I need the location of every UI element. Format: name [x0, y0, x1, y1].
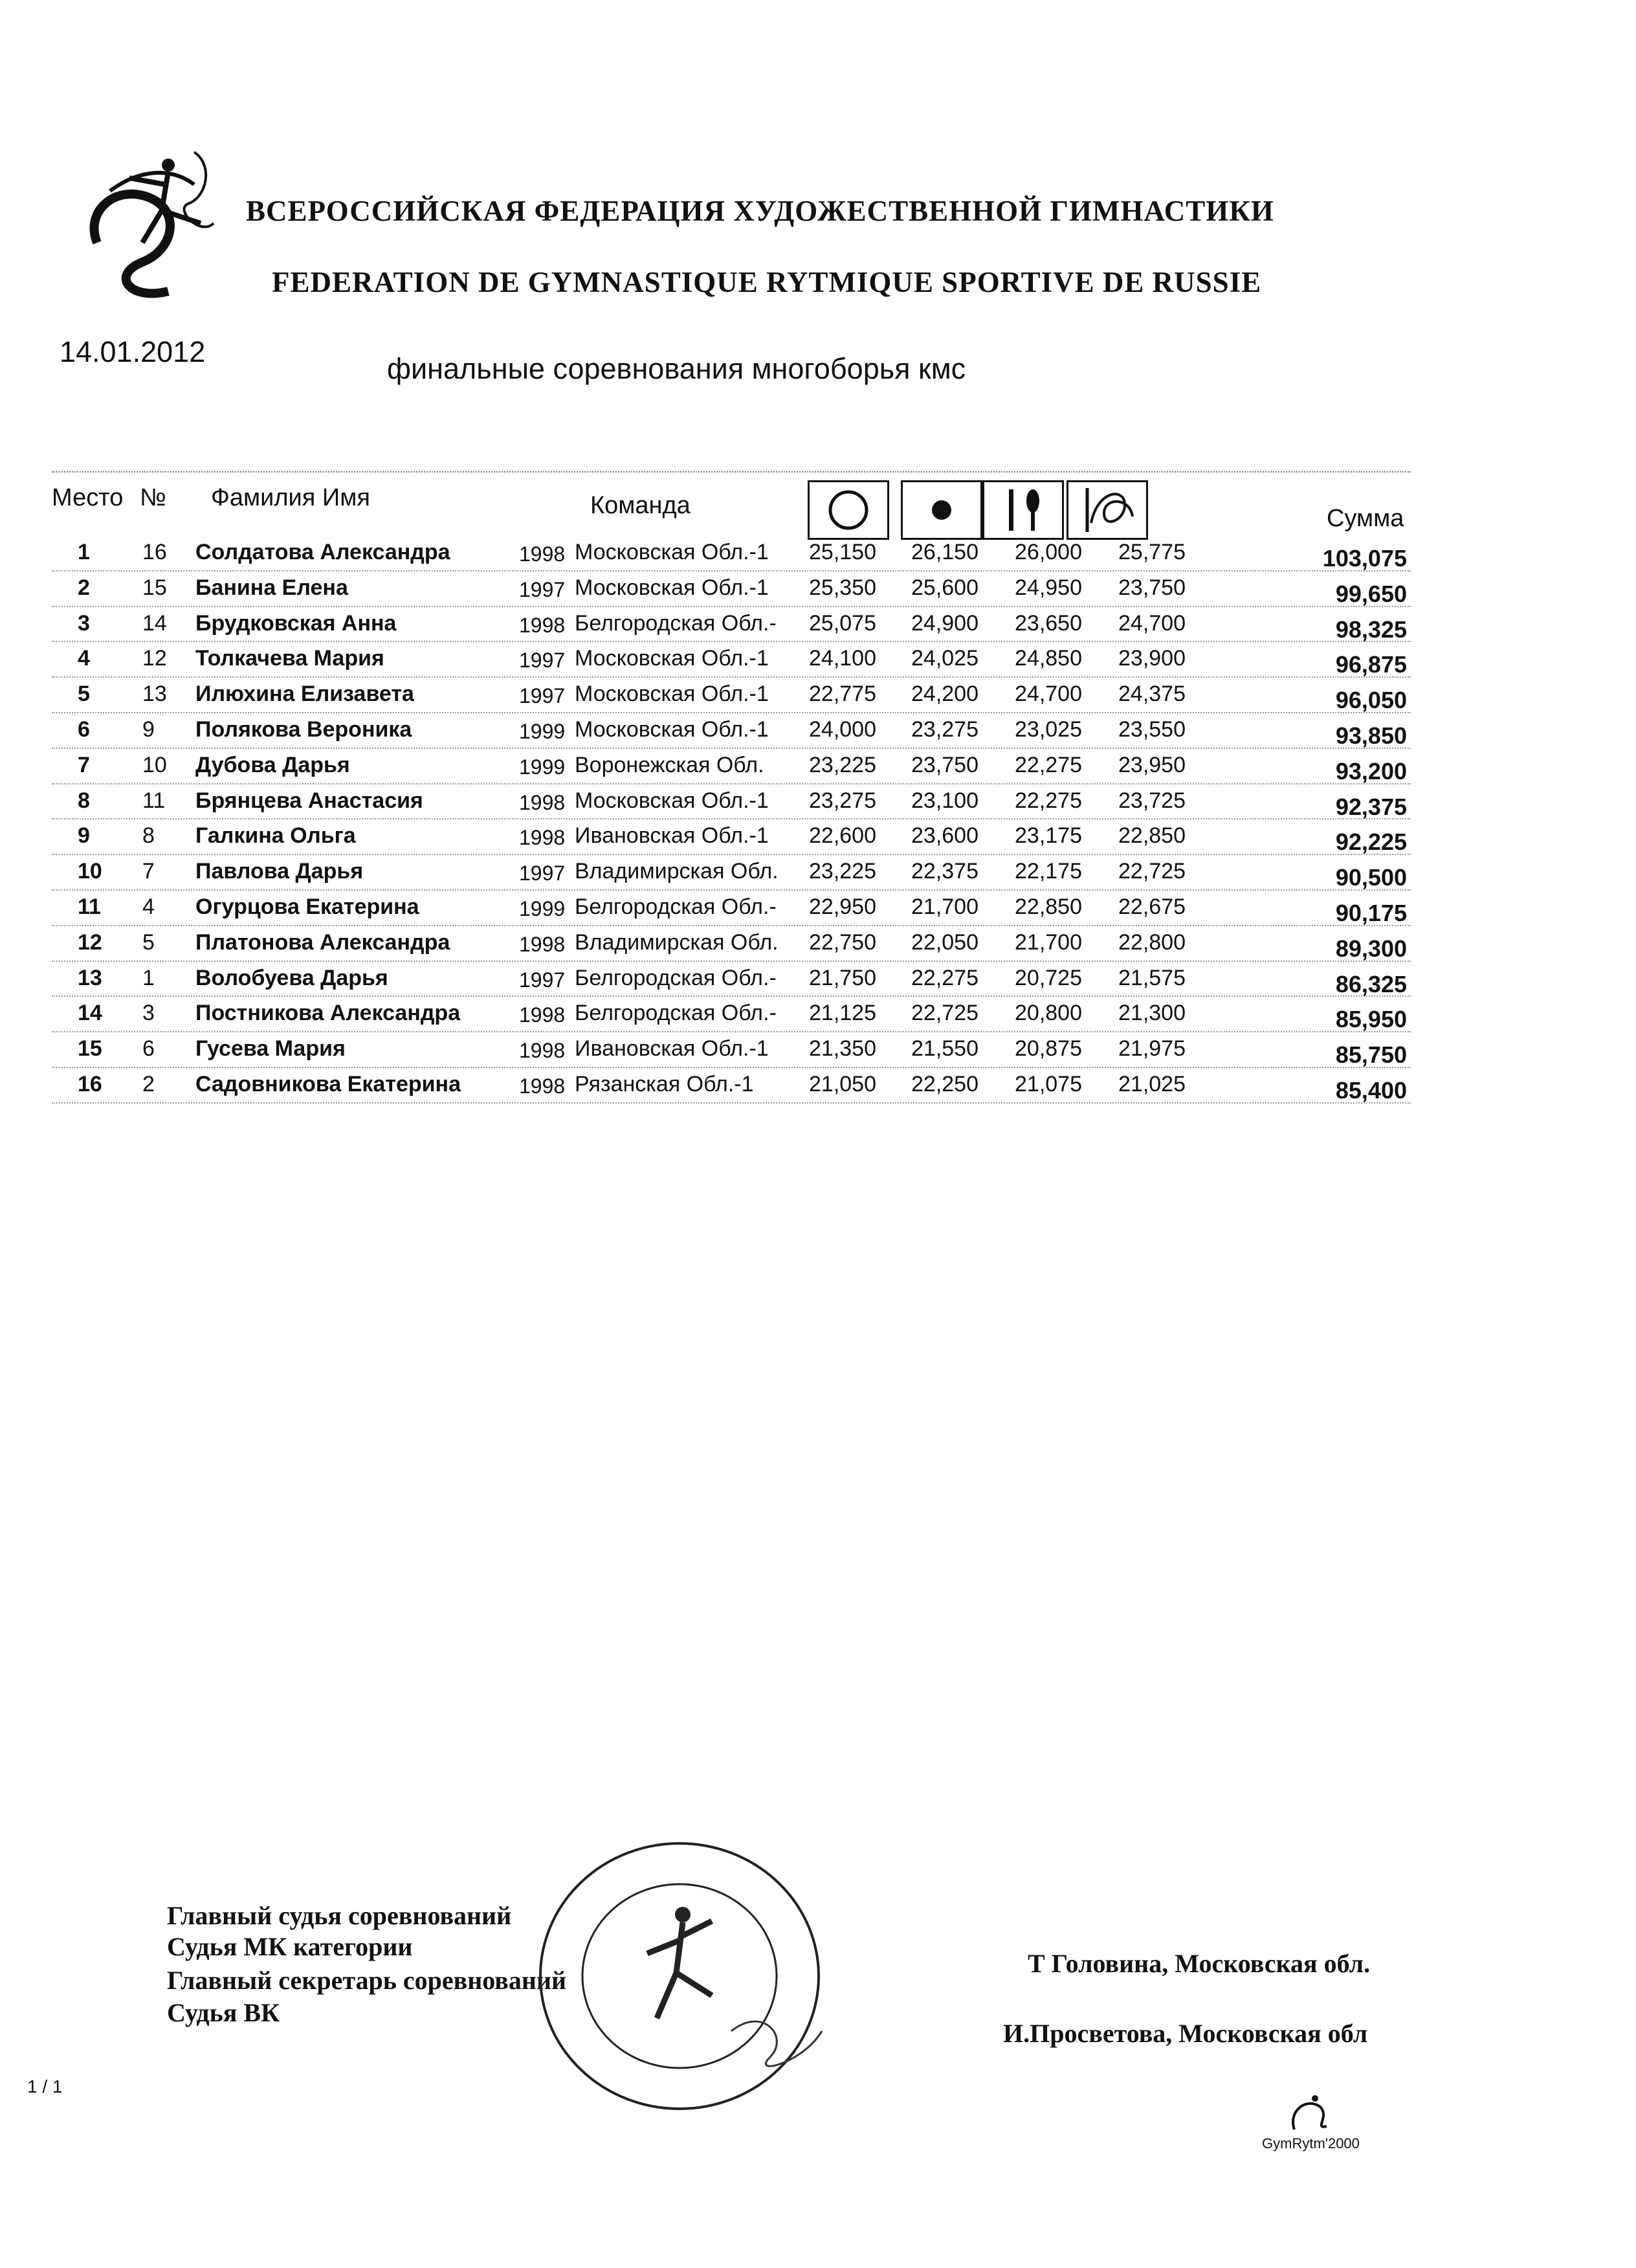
- cell-year: 1999: [519, 896, 566, 920]
- clubs-icon: [982, 480, 1064, 540]
- cell-total: 90,500: [1335, 864, 1407, 891]
- cell-hoop-score: 21,750: [809, 965, 876, 990]
- cell-ribbon-score: 21,575: [1118, 965, 1186, 990]
- cell-place: 8: [78, 788, 90, 813]
- cell-clubs-score: 23,025: [1015, 717, 1082, 742]
- cell-team: Воронежская Обл.: [575, 752, 764, 777]
- cell-ribbon-score: 23,900: [1118, 646, 1186, 671]
- cell-number: 4: [142, 894, 155, 919]
- federation-logo-icon: [71, 139, 220, 307]
- cell-clubs-score: 26,000: [1015, 540, 1082, 564]
- cell-year: 1998: [519, 1003, 566, 1027]
- cell-hoop-score: 23,225: [809, 752, 876, 777]
- cell-year: 1997: [519, 684, 566, 708]
- cell-ball-score: 22,375: [911, 859, 978, 884]
- cell-name: Постникова Александра: [195, 1001, 461, 1026]
- cell-year: 1998: [519, 932, 566, 956]
- cell-ball-score: 22,250: [911, 1071, 978, 1096]
- cell-year: 1998: [519, 613, 566, 637]
- cell-place: 14: [78, 1001, 102, 1026]
- ribbon-icon: [1067, 480, 1148, 540]
- cell-hoop-score: 25,350: [809, 575, 876, 600]
- judge-mk-label: Судья МК категории: [167, 1932, 413, 1961]
- cell-name: Брянцева Анастасия: [195, 788, 423, 813]
- cell-total: 85,750: [1335, 1041, 1407, 1069]
- table-row: [52, 819, 1411, 855]
- cell-total: 96,875: [1335, 651, 1407, 678]
- cell-year: 1998: [519, 542, 566, 566]
- cell-clubs-score: 24,700: [1015, 682, 1082, 707]
- cell-hoop-score: 24,000: [809, 717, 876, 742]
- page-number: 1 / 1: [27, 2076, 63, 2096]
- cell-number: 10: [142, 752, 167, 777]
- cell-total: 96,050: [1335, 687, 1407, 714]
- cell-team: Владимирская Обл.: [575, 929, 779, 955]
- table-row: [52, 536, 1411, 572]
- table-row: [52, 962, 1411, 997]
- cell-year: 1999: [519, 755, 566, 779]
- cell-number: 14: [142, 610, 167, 636]
- cell-place: 10: [78, 859, 102, 884]
- cell-hoop-score: 22,950: [809, 894, 876, 919]
- gymnast-icon: [1243, 2091, 1372, 2136]
- chief-secretary-label: Главный секретарь соревнований: [167, 1966, 567, 1995]
- gymrytm-logo: [1243, 2091, 1372, 2162]
- cell-total: 86,325: [1335, 970, 1407, 997]
- chief-secretary-name: И.Просветова, Московская обл: [1003, 2019, 1368, 2048]
- cell-name: Дубова Дарья: [195, 752, 350, 777]
- cell-ball-score: 23,600: [911, 823, 978, 849]
- table-row: [52, 607, 1411, 643]
- cell-team: Ивановская Обл.-1: [575, 1036, 769, 1062]
- cell-ball-score: 21,700: [911, 894, 978, 919]
- cell-ribbon-score: 23,550: [1118, 717, 1186, 742]
- cell-hoop-score: 25,075: [809, 610, 876, 636]
- chief-judge-name: Т Головина, Московская обл.: [1028, 1949, 1371, 1978]
- table-top-rule: [52, 471, 1411, 472]
- cell-number: 5: [142, 929, 155, 955]
- cell-clubs-score: 22,275: [1015, 752, 1082, 777]
- cell-year: 1998: [519, 826, 566, 850]
- cell-ball-score: 22,275: [911, 965, 978, 990]
- cell-number: 3: [142, 1001, 155, 1026]
- cell-number: 13: [142, 682, 167, 707]
- chief-judge-label: Главный судья соревнований: [167, 1901, 512, 1930]
- cell-ribbon-score: 22,850: [1118, 823, 1186, 849]
- cell-team: Владимирская Обл.: [575, 859, 779, 884]
- cell-number: 15: [142, 575, 167, 600]
- cell-team: Белгородская Обл.-: [575, 894, 777, 919]
- cell-clubs-score: 21,075: [1015, 1071, 1082, 1096]
- table-row: [52, 926, 1411, 962]
- cell-total: 93,200: [1335, 757, 1407, 784]
- table-row: [52, 678, 1411, 713]
- cell-ribbon-score: 25,775: [1118, 540, 1186, 564]
- table-row: [52, 997, 1411, 1032]
- col-header-sum: Сумма: [1327, 505, 1404, 532]
- cell-ball-score: 22,050: [911, 929, 978, 955]
- cell-number: 11: [142, 788, 166, 813]
- cell-clubs-score: 23,175: [1015, 823, 1082, 849]
- cell-ball-score: 24,025: [911, 646, 978, 671]
- cell-year: 1999: [519, 719, 566, 743]
- cell-place: 15: [78, 1036, 102, 1062]
- cell-team: Московская Обл.-1: [575, 682, 769, 707]
- cell-total: 89,300: [1335, 935, 1407, 962]
- cell-hoop-score: 22,600: [809, 823, 876, 849]
- cell-name: Брудковская Анна: [195, 610, 397, 636]
- cell-ball-score: 23,275: [911, 717, 978, 742]
- cell-clubs-score: 22,850: [1015, 894, 1082, 919]
- cell-year: 1997: [519, 968, 566, 992]
- cell-team: Московская Обл.-1: [575, 575, 769, 600]
- cell-name: Банина Елена: [195, 575, 348, 600]
- cell-hoop-score: 24,100: [809, 646, 876, 671]
- document-date: 14.01.2012: [60, 335, 206, 368]
- cell-name: Илюхина Елизавета: [195, 682, 414, 707]
- cell-team: Ивановская Обл.-1: [575, 823, 769, 849]
- cell-hoop-score: 25,150: [809, 540, 876, 564]
- col-header-place: Место: [52, 484, 124, 511]
- cell-hoop-score: 21,350: [809, 1036, 876, 1062]
- cell-total: 93,850: [1335, 722, 1407, 749]
- cell-total: 90,175: [1335, 899, 1407, 926]
- cell-hoop-score: 22,775: [809, 682, 876, 707]
- cell-ribbon-score: 24,700: [1118, 610, 1186, 636]
- cell-total: 85,950: [1335, 1006, 1407, 1033]
- cell-clubs-score: 23,650: [1015, 610, 1082, 636]
- cell-total: 99,650: [1335, 580, 1407, 607]
- cell-team: Рязанская Обл.-1: [575, 1071, 754, 1096]
- cell-hoop-score: 23,275: [809, 788, 876, 813]
- cell-place: 11: [78, 894, 101, 919]
- cell-ribbon-score: 22,800: [1118, 929, 1186, 955]
- cell-total: 98,325: [1335, 616, 1407, 643]
- federation-name-ru: ВСЕРОССИЙСКАЯ ФЕДЕРАЦИЯ ХУДОЖЕСТВЕННОЙ ГИМНАСТИКИ: [246, 195, 1274, 227]
- cell-clubs-score: 24,850: [1015, 646, 1082, 671]
- cell-year: 1997: [519, 862, 566, 885]
- table-row: [52, 855, 1411, 891]
- cell-hoop-score: 21,125: [809, 1001, 876, 1026]
- table-row: [52, 784, 1411, 820]
- cell-ball-score: 23,100: [911, 788, 978, 813]
- cell-total: 92,225: [1335, 828, 1407, 856]
- cell-ball-score: 24,200: [911, 682, 978, 707]
- cell-team: Белгородская Обл.-: [575, 965, 777, 990]
- table-row: [52, 891, 1411, 926]
- cell-ribbon-score: 24,375: [1118, 682, 1186, 707]
- cell-place: 6: [78, 717, 90, 742]
- cell-year: 1998: [519, 1039, 566, 1063]
- cell-ball-score: 25,600: [911, 575, 978, 600]
- col-header-name: Фамилия Имя: [211, 484, 370, 511]
- cell-total: 85,400: [1335, 1076, 1407, 1104]
- cell-team: Белгородская Обл.-: [575, 1001, 777, 1026]
- cell-name: Платонова Александра: [195, 929, 450, 955]
- cell-place: 13: [78, 965, 102, 990]
- cell-ball-score: 22,725: [911, 1001, 978, 1026]
- cell-ribbon-score: 21,975: [1118, 1036, 1186, 1062]
- cell-place: 2: [78, 575, 90, 600]
- cell-number: 6: [142, 1036, 155, 1062]
- cell-ribbon-score: 23,950: [1118, 752, 1186, 777]
- cell-number: 1: [142, 965, 155, 990]
- cell-place: 16: [78, 1071, 102, 1096]
- cell-name: Толкачева Мария: [195, 646, 384, 671]
- table-row: [52, 1068, 1411, 1104]
- cell-ribbon-score: 22,675: [1118, 894, 1186, 919]
- cell-year: 1998: [519, 1074, 566, 1098]
- cell-place: 7: [78, 752, 90, 777]
- cell-year: 1997: [519, 649, 566, 673]
- cell-team: Московская Обл.-1: [575, 646, 769, 671]
- cell-ribbon-score: 21,025: [1118, 1071, 1186, 1096]
- cell-hoop-score: 21,050: [809, 1071, 876, 1096]
- cell-ribbon-score: 23,725: [1118, 788, 1186, 813]
- cell-number: 12: [142, 646, 167, 671]
- cell-team: Московская Обл.-1: [575, 788, 769, 813]
- cell-clubs-score: 22,175: [1015, 859, 1082, 884]
- cell-ribbon-score: 23,750: [1118, 575, 1186, 600]
- col-header-number: №: [140, 484, 166, 511]
- cell-number: 9: [142, 717, 155, 742]
- cell-name: Огурцова Екатерина: [195, 894, 419, 919]
- cell-ball-score: 24,900: [911, 610, 978, 636]
- cell-place: 4: [78, 646, 90, 671]
- cell-place: 3: [78, 610, 90, 636]
- cell-place: 9: [78, 823, 90, 849]
- cell-clubs-score: 24,950: [1015, 575, 1082, 600]
- cell-team: Московская Обл.-1: [575, 540, 769, 564]
- table-row: [52, 1032, 1411, 1068]
- cell-place: 12: [78, 929, 102, 955]
- cell-clubs-score: 22,275: [1015, 788, 1082, 813]
- cell-ribbon-score: 21,300: [1118, 1001, 1186, 1026]
- cell-year: 1997: [519, 577, 566, 601]
- cell-name: Садовникова Екатерина: [195, 1071, 461, 1096]
- judge-vk-label: Судья ВК: [167, 1998, 280, 2027]
- cell-clubs-score: 21,700: [1015, 929, 1082, 955]
- cell-name: Гусева Мария: [195, 1036, 346, 1062]
- cell-hoop-score: 22,750: [809, 929, 876, 955]
- cell-total: 92,375: [1335, 793, 1407, 820]
- competition-title: финальные соревнования многоборья кмс: [387, 352, 966, 385]
- cell-ball-score: 23,750: [911, 752, 978, 777]
- cell-year: 1998: [519, 790, 566, 814]
- cell-place: 5: [78, 682, 90, 707]
- col-header-team: Команда: [590, 492, 691, 519]
- cell-clubs-score: 20,800: [1015, 1001, 1082, 1026]
- cell-name: Полякова Вероника: [195, 717, 412, 742]
- cell-name: Волобуева Дарья: [195, 965, 388, 990]
- cell-ball-score: 21,550: [911, 1036, 978, 1062]
- cell-number: 7: [142, 859, 155, 884]
- cell-team: Московская Обл.-1: [575, 717, 769, 742]
- cell-name: Галкина Ольга: [195, 823, 356, 849]
- cell-place: 1: [78, 540, 90, 564]
- ball-icon: [901, 480, 982, 540]
- table-row: [52, 713, 1411, 749]
- federation-name-fr: FEDERATION DE GYMNASTIQUE RYTMIQUE SPORTIVE DE RUSSIE: [272, 266, 1262, 298]
- cell-number: 2: [142, 1071, 155, 1096]
- table-row: [52, 572, 1411, 607]
- cell-clubs-score: 20,725: [1015, 965, 1082, 990]
- table-row: [52, 749, 1411, 784]
- cell-ribbon-score: 22,725: [1118, 859, 1186, 884]
- cell-number: 8: [142, 823, 155, 849]
- cell-ball-score: 26,150: [911, 540, 978, 564]
- cell-name: Солдатова Александра: [195, 540, 450, 564]
- cell-team: Белгородская Обл.-: [575, 610, 777, 636]
- hoop-icon: [808, 480, 889, 540]
- gymrytm-text: GymRytm'2000: [1262, 2135, 1360, 2151]
- results-table: [52, 536, 1411, 1104]
- cell-clubs-score: 20,875: [1015, 1036, 1082, 1062]
- cell-total: 103,075: [1322, 545, 1407, 572]
- official-stamp: [518, 1824, 841, 2128]
- table-row: [52, 642, 1411, 678]
- cell-number: 16: [142, 540, 167, 564]
- cell-name: Павлова Дарья: [195, 859, 364, 884]
- cell-hoop-score: 23,225: [809, 859, 876, 884]
